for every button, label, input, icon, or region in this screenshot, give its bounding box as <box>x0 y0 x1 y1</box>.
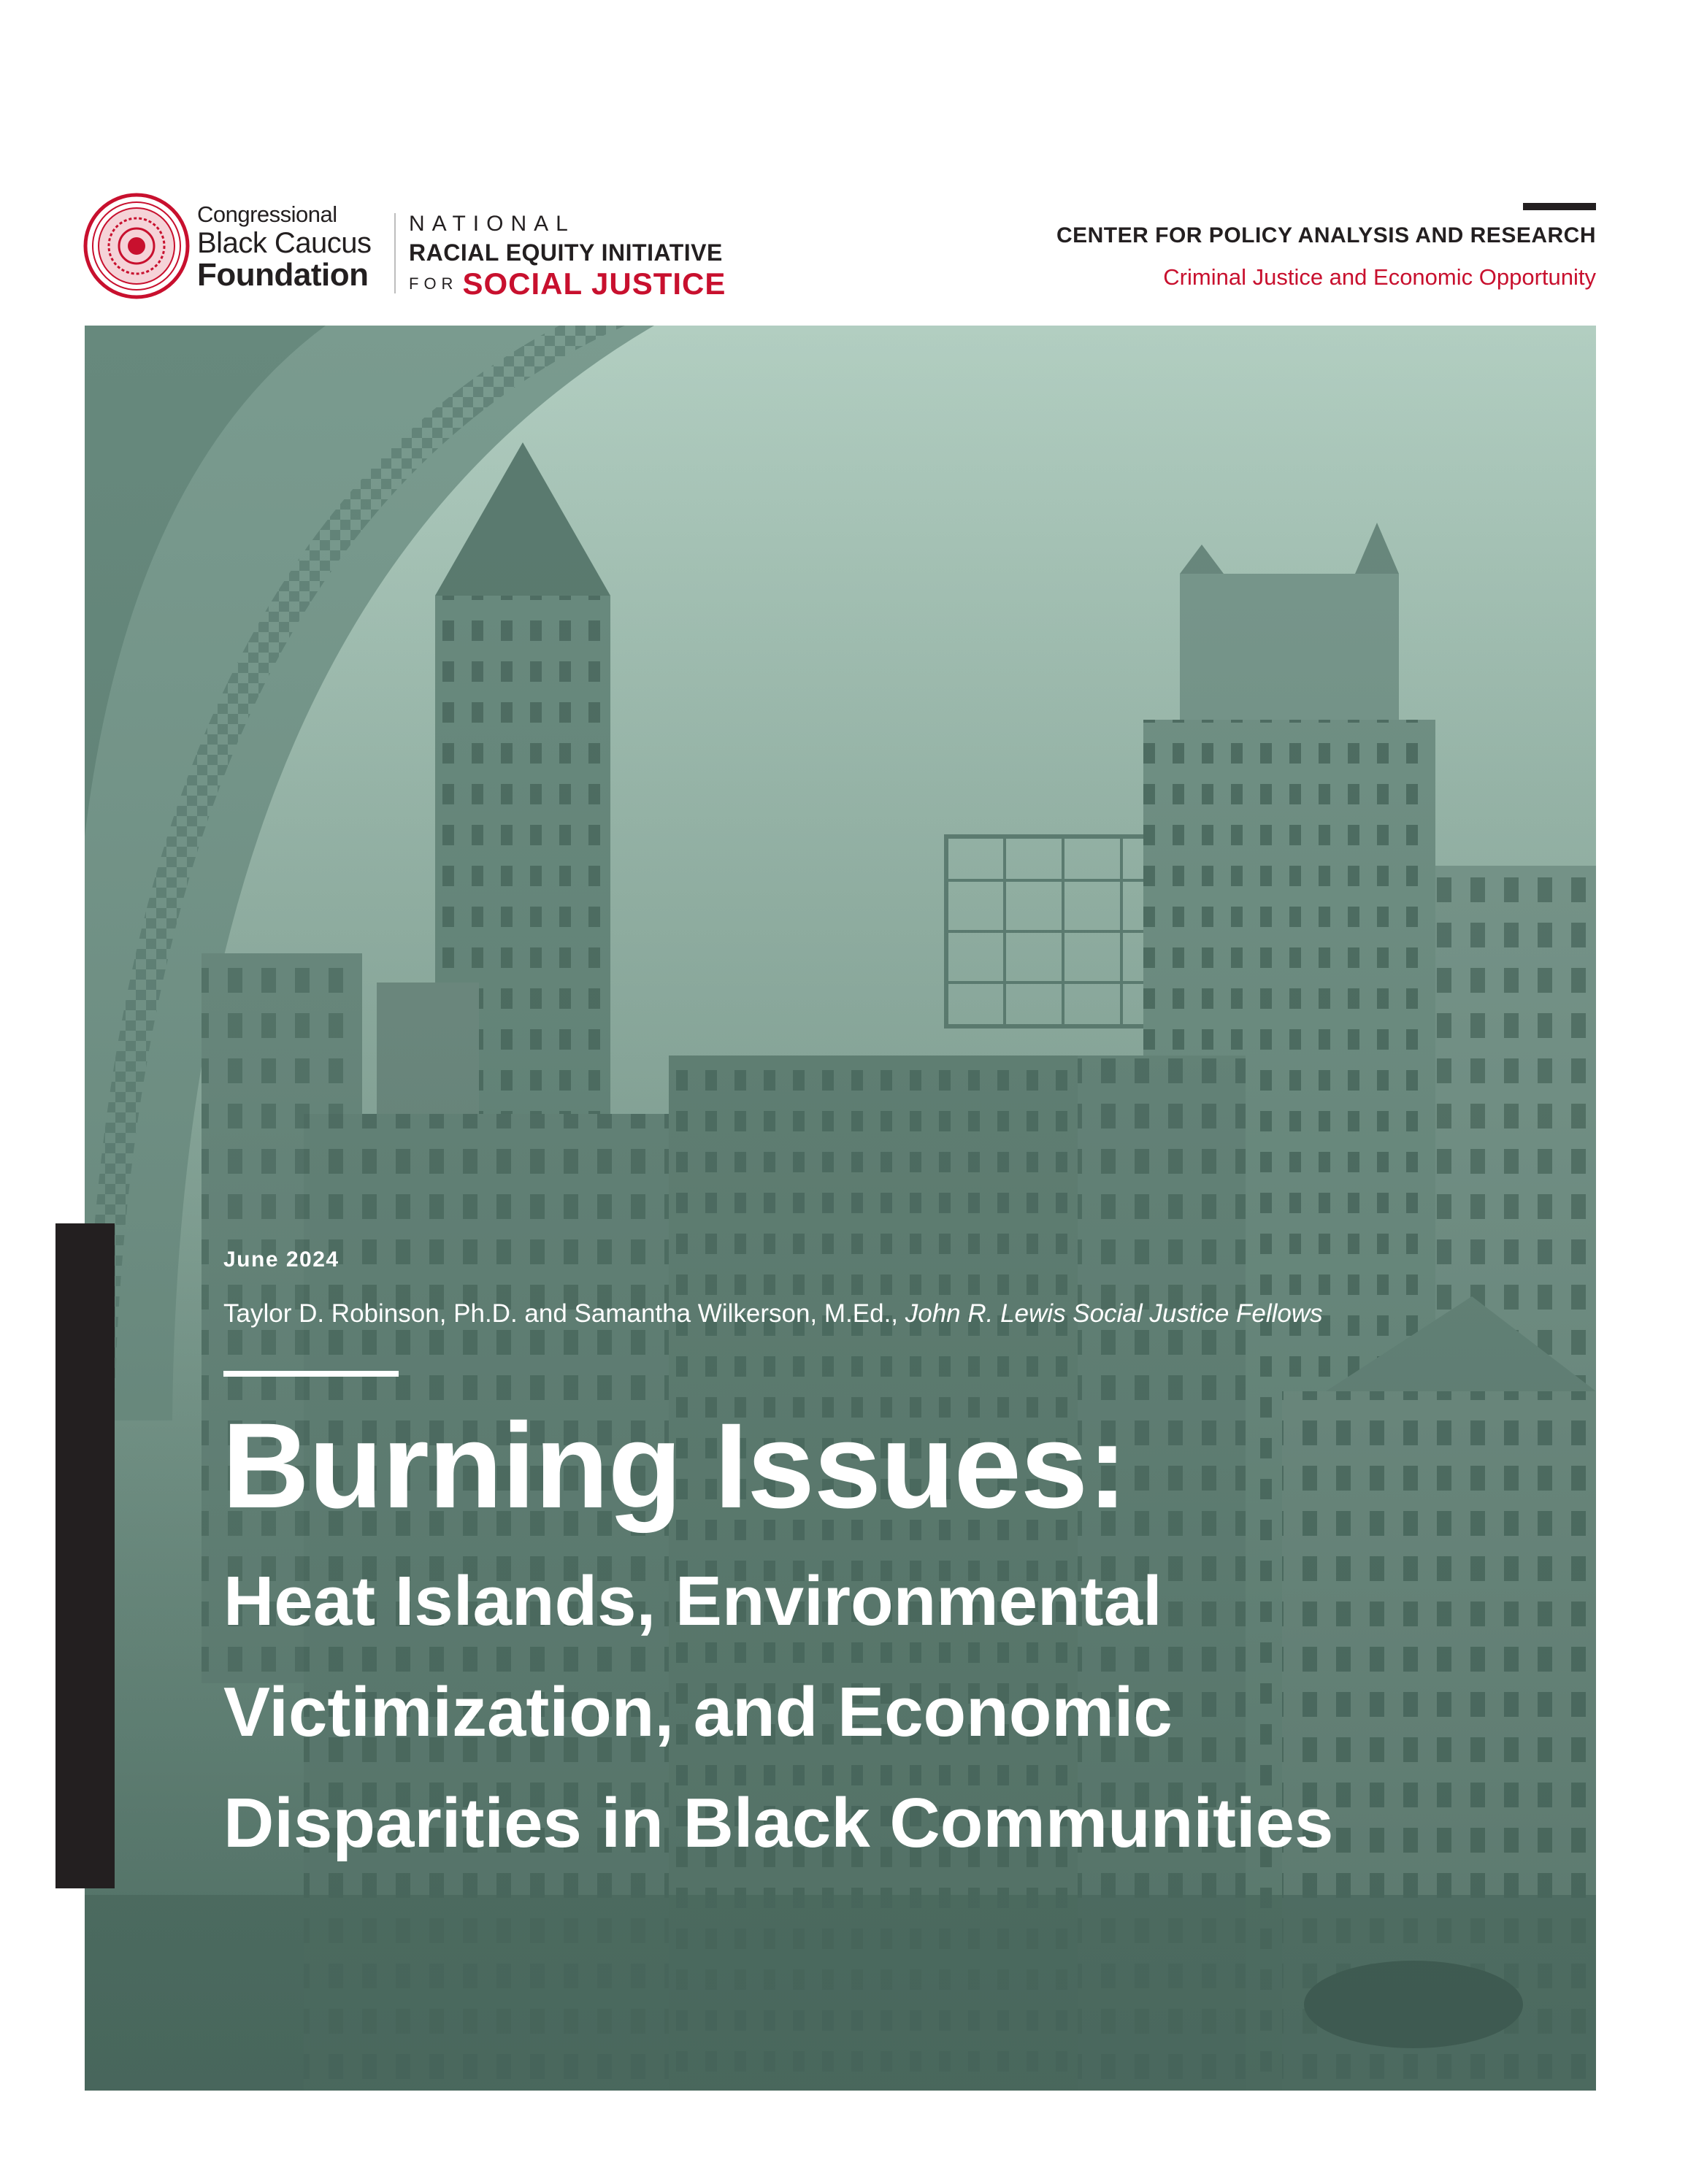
cbcf-wordmark <box>197 203 372 291</box>
logo-divider <box>394 213 396 293</box>
cbcf-seal-logo <box>82 191 191 301</box>
nre-social-justice: SOCIAL JUSTICE <box>462 266 726 301</box>
nre-line2: RACIAL EQUITY INITIATIVE <box>409 239 723 266</box>
cbcf-line3: Foundation <box>197 257 369 293</box>
subtitle-line: Disparities in Black Communities <box>223 1784 1334 1862</box>
cbcf-line1: Congressional <box>197 201 337 227</box>
subtitle-line: Victimization, and Economic <box>223 1673 1173 1751</box>
nre-for: FOR <box>409 274 459 293</box>
cbcf-line2: Black Caucus <box>197 227 372 259</box>
subtitle-line: Heat Islands, Environmental <box>223 1562 1162 1640</box>
report-title: Burning Issues: <box>222 1399 1127 1534</box>
authors-role: John R. Lewis Social Justice Fellows <box>905 1299 1323 1328</box>
nre-wordmark <box>409 213 726 299</box>
center-title: CENTER FOR POLICY ANALYSIS AND RESEARCH <box>1056 223 1596 247</box>
title-rule <box>223 1371 399 1377</box>
authors-line <box>223 1299 1323 1329</box>
header-accent-bar <box>1523 203 1596 210</box>
nre-line3 <box>409 266 726 301</box>
publication-date: June 2024 <box>223 1247 339 1272</box>
authors-names: Taylor D. Robinson, Ph.D. and Samantha Wilkerson, M.Ed., <box>223 1299 899 1328</box>
report-subtitle <box>223 1546 1552 1879</box>
center-subtitle: Criminal Justice and Economic Opportunity <box>1163 264 1596 290</box>
nre-line1: NATIONAL <box>409 212 575 236</box>
cover-side-bar <box>55 1223 115 1888</box>
